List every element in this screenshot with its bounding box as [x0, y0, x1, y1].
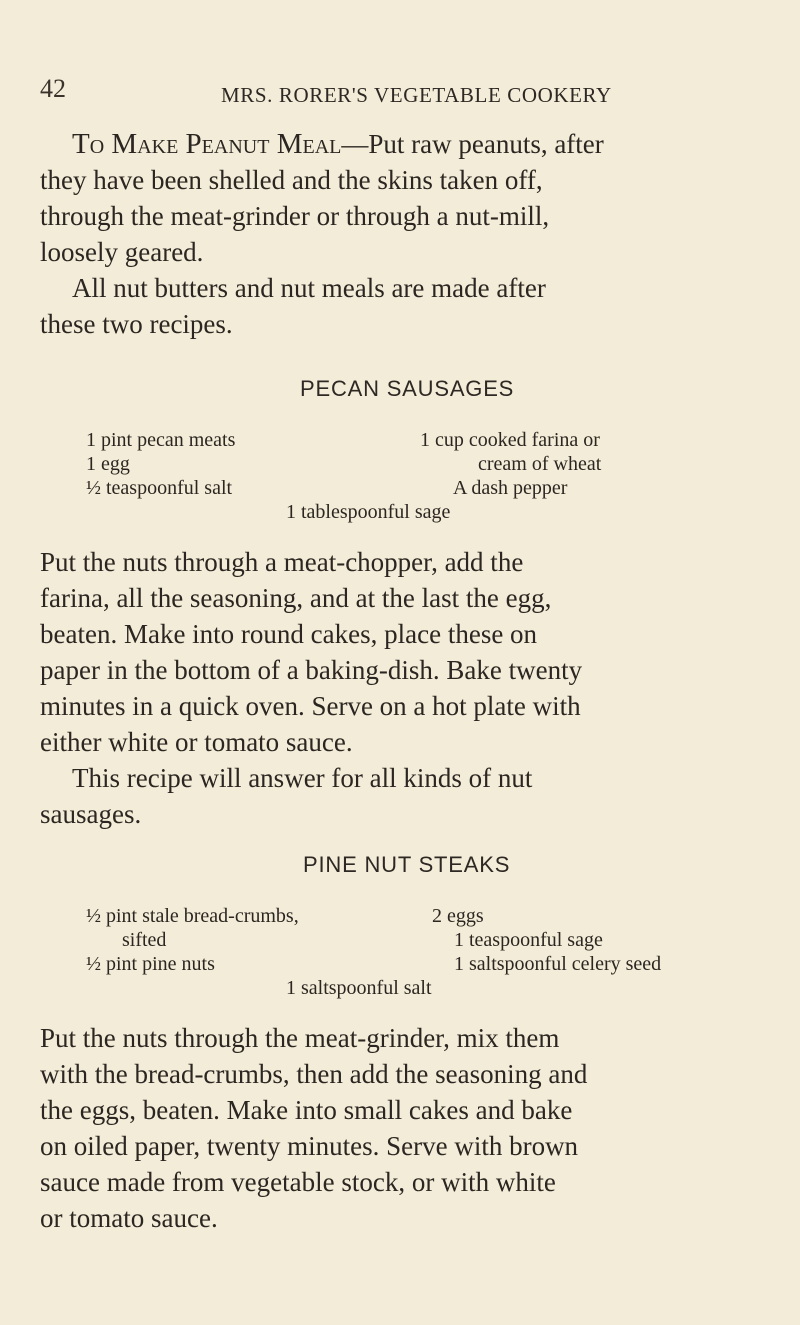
ingredient-item: 2 eggs [432, 905, 484, 927]
pecan-ingredients-left [86, 428, 235, 500]
ingredient-item: 1 teaspoonful sage [454, 929, 603, 951]
ingredient-item: ½ teaspoonful salt [86, 477, 233, 499]
running-head: MRS. RORER'S VEGETABLE COOKERY [221, 83, 612, 107]
peanut-meal-title: To Make Peanut Meal [72, 128, 342, 160]
text-line: on oiled paper, twenty minutes. Serve with brown [40, 1131, 579, 1161]
text-line: beaten. Make into round cakes, place these on [40, 619, 538, 649]
text-line: either white or tomato sauce. [40, 727, 353, 757]
ingredient-item: 1 egg [86, 453, 130, 475]
text-line: This recipe will answer for all kinds of nut [72, 763, 533, 793]
text-line: these two recipes. [40, 309, 233, 339]
text-line: loosely geared. [40, 237, 204, 267]
ingredient-item: ½ pint pine nuts [86, 953, 215, 975]
pecan-sausages-title: PECAN SAUSAGES [300, 376, 515, 401]
peanut-meal-paragraph [40, 126, 752, 270]
text-line: All nut butters and nut meals are made after [72, 273, 546, 303]
ingredient-item: sifted [122, 929, 167, 951]
text-line: they have been shelled and the skins taken off, [40, 165, 543, 195]
text-line: with the bread-crumbs, then add the seasoning and [40, 1059, 588, 1089]
pine-ingredients-left [86, 904, 299, 976]
text-line: sauce made from vegetable stock, or with white [40, 1167, 556, 1197]
text-line: through the meat-grinder or through a nut-mill, [40, 201, 550, 231]
text-line: Put the nuts through the meat-grinder, mix them [40, 1023, 560, 1053]
ingredient-item: 1 saltspoonful salt [286, 977, 432, 999]
text-line: Put the nuts through a meat-chopper, add the [40, 547, 524, 577]
ingredient-item: 1 cup cooked farina or [420, 429, 600, 451]
text-line: the eggs, beaten. Make into small cakes and bake [40, 1095, 573, 1125]
pecan-note [40, 760, 752, 832]
text-line: paper in the bottom of a baking-dish. Bake twenty [40, 655, 583, 685]
page-number: 42 [40, 74, 66, 103]
text-line: farina, all the seasoning, and at the last the egg, [40, 583, 552, 613]
text-line: or tomato sauce. [40, 1203, 218, 1233]
ingredient-item: ½ pint stale bread-crumbs, [86, 905, 299, 927]
pine-ingredients-right [432, 904, 661, 976]
text-line: sausages. [40, 799, 142, 829]
pecan-ingredients-right [420, 428, 601, 500]
nut-butters-note [40, 270, 752, 342]
peanut-meal-first-line [40, 126, 752, 162]
pine-method [40, 1020, 752, 1236]
ingredient-item: 1 pint pecan meats [86, 429, 236, 451]
ingredient-item: 1 saltspoonful celery seed [454, 953, 662, 975]
text-line: minutes in a quick oven. Serve on a hot plate with [40, 691, 581, 721]
ingredient-item: 1 tablespoonful sage [286, 501, 451, 523]
ingredient-item: A dash pepper [453, 477, 568, 499]
ingredient-item: cream of wheat [478, 453, 602, 475]
text-line: —Put raw peanuts, after [341, 129, 604, 159]
pine-nut-steaks-title: PINE NUT STEAKS [303, 852, 511, 877]
pecan-method [40, 544, 752, 760]
